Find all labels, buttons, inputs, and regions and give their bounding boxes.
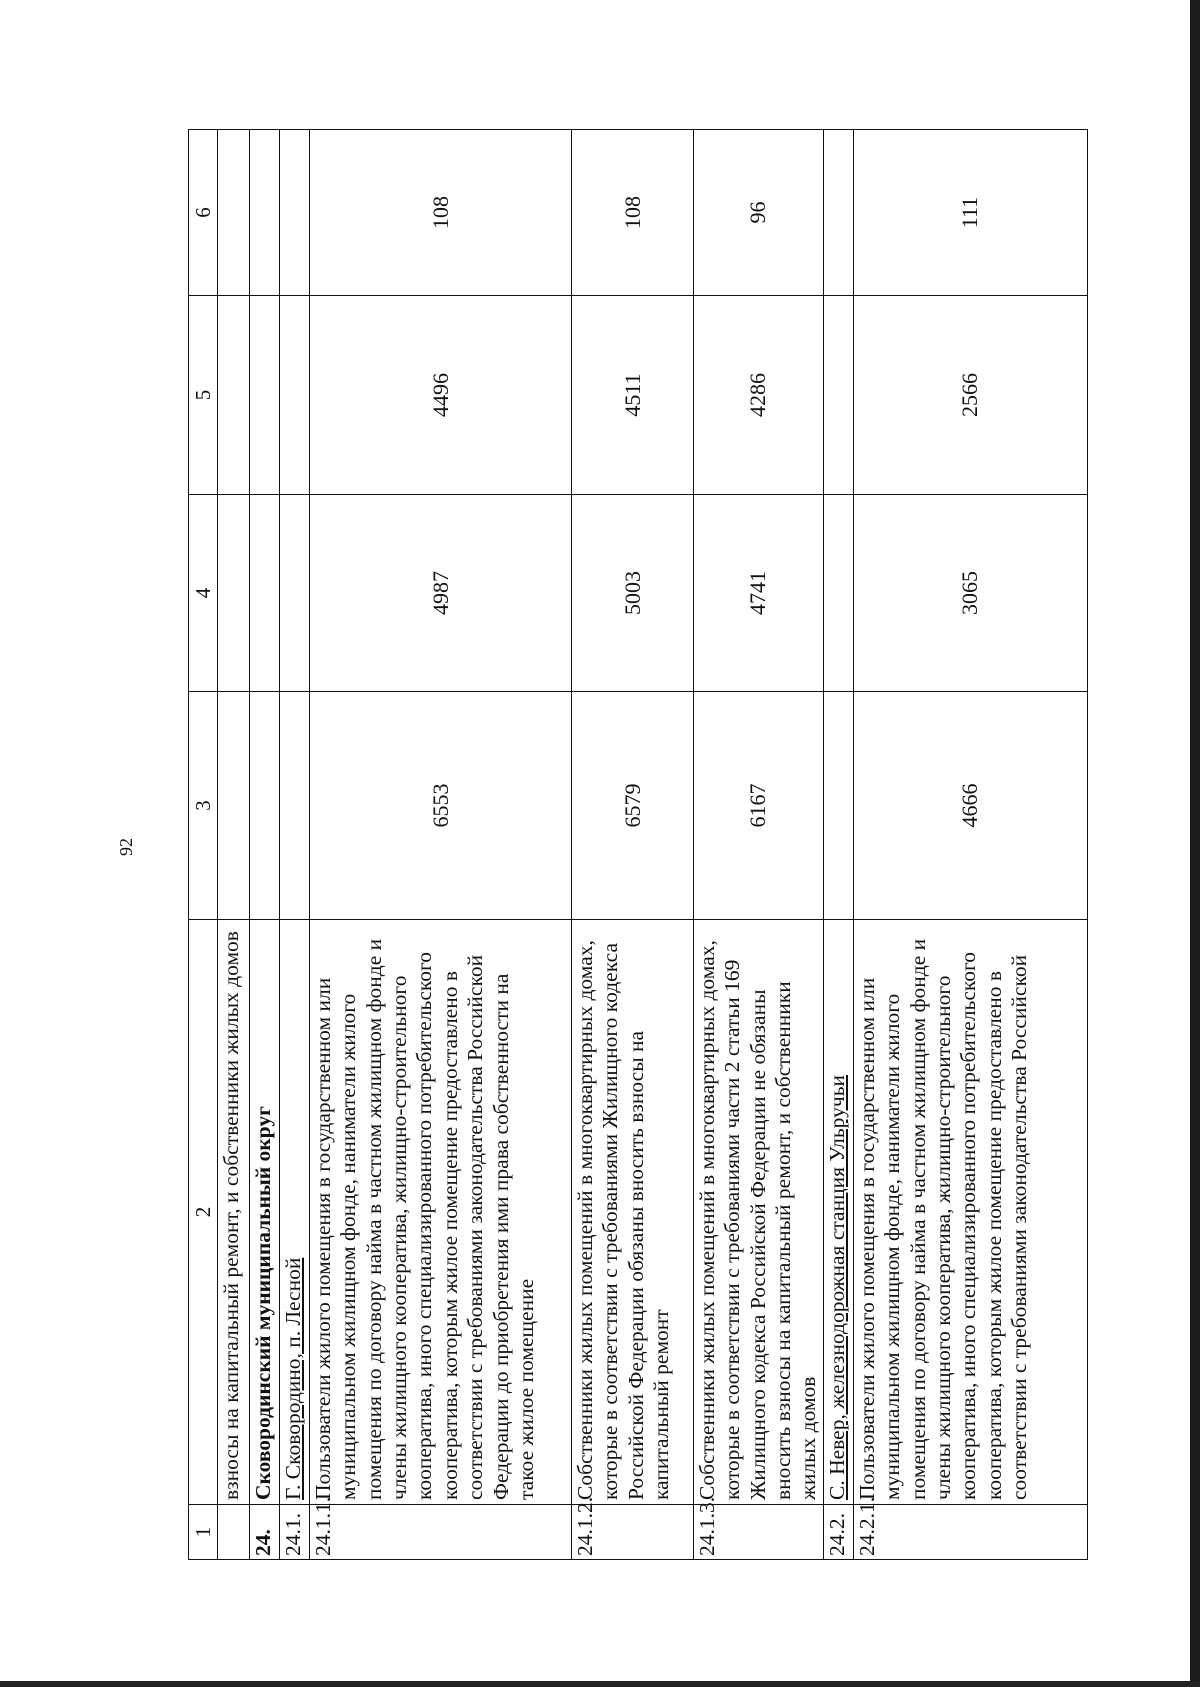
row-value-col6: 111 bbox=[853, 130, 1087, 296]
row-description: взносы на капитальный ремонт, и собственники жилых домов bbox=[218, 920, 250, 1505]
row-value-col3 bbox=[280, 692, 310, 920]
row-value-col6 bbox=[823, 130, 853, 296]
row-description: Пользователи жилого помещения в государственном или муниципальном жилищном фонде, наниматели жилого помещения по договору найма в частном жилищном фонде и члены жилищного кооператива, жилищно-строительного кооператива, иного специализированного потребительского кооператива, которым жилое помещение предоставлено в соответствии с требованиями законодательства Российской bbox=[853, 920, 1087, 1505]
row-value-col5: 2566 bbox=[853, 296, 1087, 495]
row-value-col6 bbox=[250, 130, 280, 296]
row-code: 24.1. bbox=[280, 1505, 310, 1560]
header-col-4: 4 bbox=[189, 495, 218, 692]
header-col-2: 2 bbox=[189, 920, 218, 1505]
row-value-col5 bbox=[823, 296, 853, 495]
row-value-col3: 6579 bbox=[572, 692, 694, 920]
row-value-col6: 108 bbox=[310, 130, 572, 296]
row-description: Собственники жилых помещений в многоквартирных домах, которые в соответствии с требованиями Жилищного кодекса Российской Федерации обязаны вносить взносы на капитальный ремонт bbox=[572, 920, 694, 1505]
tariff-table bbox=[188, 129, 1088, 1560]
row-value-col5 bbox=[218, 296, 250, 495]
table-row bbox=[250, 130, 280, 1560]
header-col-6: 6 bbox=[189, 130, 218, 296]
row-value-col4: 4741 bbox=[694, 495, 824, 692]
row-value-col4: 3065 bbox=[853, 495, 1087, 692]
row-code: 24.2.1. bbox=[853, 1505, 1087, 1560]
table-row bbox=[853, 130, 1087, 1560]
row-value-col3 bbox=[250, 692, 280, 920]
table-row bbox=[694, 130, 824, 1560]
row-code: 24.2. bbox=[823, 1505, 853, 1560]
scan-edge-bottom bbox=[0, 1681, 1200, 1687]
row-description: Г. Сковородино, п. Лесной bbox=[280, 920, 310, 1505]
row-description: Пользователи жилого помещения в государственном или муниципальном жилищном фонде, наниматели жилого помещения по договору найма в частном жилищном фонде и члены жилищного кооператива, жилищно-строительного кооператива, иного специализированного потребительского кооператива, которым жилое помещение предоставлено в соответствии с требованиями законодательства Российской Федерации до приобретения ими права собственности на такое жилое помещение bbox=[310, 920, 572, 1505]
row-code: 24. bbox=[250, 1505, 280, 1560]
row-value-col6 bbox=[280, 130, 310, 296]
row-value-col3 bbox=[823, 692, 853, 920]
table-row bbox=[310, 130, 572, 1560]
row-value-col5: 4496 bbox=[310, 296, 572, 495]
row-value-col5: 4511 bbox=[572, 296, 694, 495]
row-value-col4 bbox=[218, 495, 250, 692]
row-description: Собственники жилых помещений в многоквартирных домах, которые в соответствии с требованиями части 2 статьи 169 Жилищного кодекса Российской Федерации не обязаны вносить взносы на капитальный ремонт, и собственники жилых домов bbox=[694, 920, 824, 1505]
row-value-col4 bbox=[250, 495, 280, 692]
table-row bbox=[572, 130, 694, 1560]
row-value-col3: 6553 bbox=[310, 692, 572, 920]
page-number: 92 bbox=[116, 838, 136, 856]
row-value-col4: 5003 bbox=[572, 495, 694, 692]
table-row bbox=[280, 130, 310, 1560]
row-description: С. Невер, железнодорожная станция Ульручьи bbox=[823, 920, 853, 1505]
row-value-col4 bbox=[823, 495, 853, 692]
row-code: 24.1.2. bbox=[572, 1505, 694, 1560]
row-value-col6: 108 bbox=[572, 130, 694, 296]
table-row bbox=[823, 130, 853, 1560]
row-code bbox=[218, 1505, 250, 1560]
header-col-1: 1 bbox=[189, 1505, 218, 1560]
rotated-page-content bbox=[188, 130, 1188, 1560]
row-value-col3 bbox=[218, 692, 250, 920]
row-value-col4: 4987 bbox=[310, 495, 572, 692]
table-header-row bbox=[189, 130, 218, 1560]
header-col-5: 5 bbox=[189, 296, 218, 495]
row-value-col5 bbox=[280, 296, 310, 495]
row-value-col6 bbox=[218, 130, 250, 296]
header-col-3: 3 bbox=[189, 692, 218, 920]
row-code: 24.1.1. bbox=[310, 1505, 572, 1560]
table-row bbox=[218, 130, 250, 1560]
row-value-col5 bbox=[250, 296, 280, 495]
row-value-col5: 4286 bbox=[694, 296, 824, 495]
row-description: Сковородинский муниципальный округ bbox=[250, 920, 280, 1505]
row-value-col4 bbox=[280, 495, 310, 692]
row-value-col6: 96 bbox=[694, 130, 824, 296]
row-value-col3: 4666 bbox=[853, 692, 1087, 920]
scan-edge-right bbox=[1190, 0, 1200, 1687]
row-code: 24.1.3. bbox=[694, 1505, 824, 1560]
row-value-col3: 6167 bbox=[694, 692, 824, 920]
